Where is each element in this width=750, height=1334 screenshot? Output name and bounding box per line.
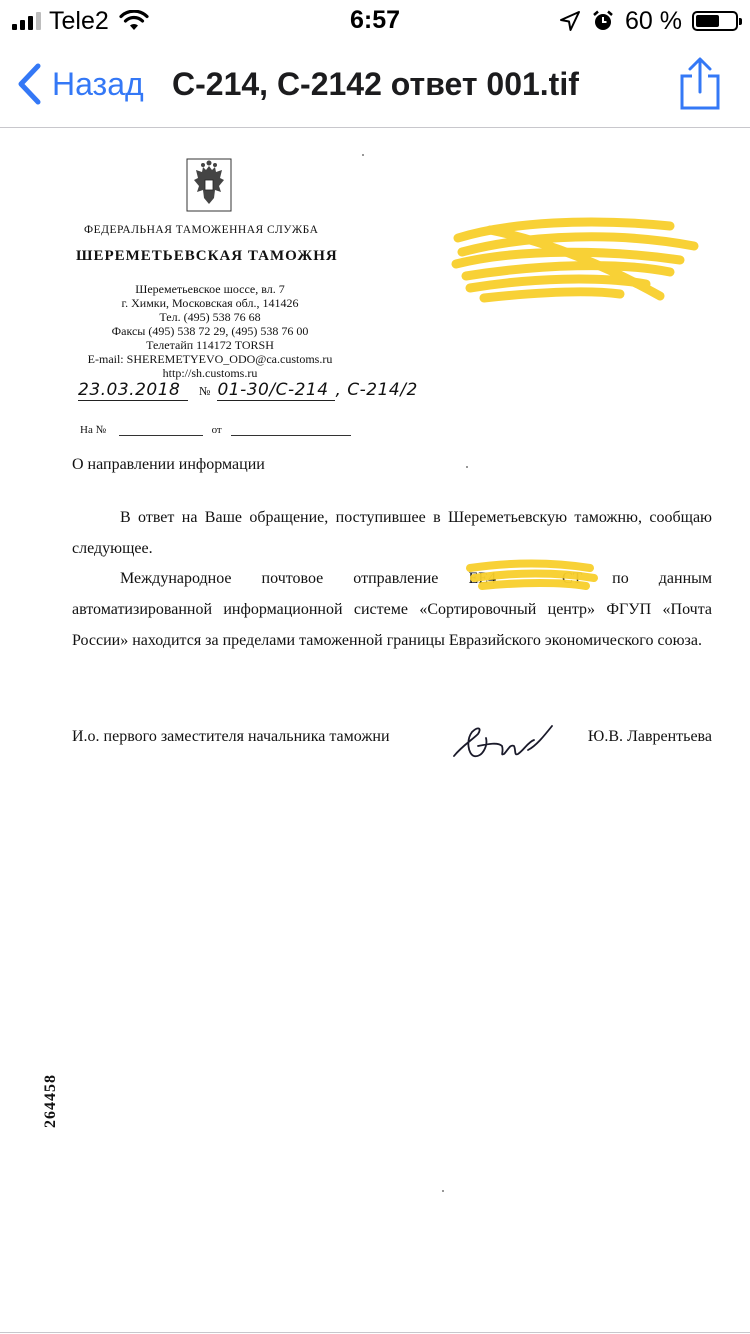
address-line: E-mail: SHEREMETYEVO_ODO@ca.customs.ru xyxy=(87,352,333,366)
share-icon[interactable] xyxy=(678,56,722,112)
battery-fill xyxy=(696,15,719,27)
bottom-divider xyxy=(0,1332,750,1333)
carrier-name: Tele2 xyxy=(49,6,109,35)
document-date-number xyxy=(78,380,418,401)
back-button[interactable] xyxy=(16,60,144,108)
scan-speck xyxy=(442,1190,444,1192)
subject-line: О направлении информации xyxy=(72,456,265,473)
signer-name: Ю.В. Лаврентьева xyxy=(587,728,712,745)
reference-line xyxy=(80,424,351,436)
na-label: На № xyxy=(80,424,107,436)
coat-of-arms-icon xyxy=(186,158,232,214)
paragraph xyxy=(72,563,712,656)
tracking-code: EE4 xyxy=(468,570,496,587)
back-label: Назад xyxy=(52,65,144,102)
alarm-icon xyxy=(591,9,615,33)
reference-number-blank xyxy=(119,435,203,436)
agency-name: ФЕДЕРАЛЬНАЯ ТАМОЖЕННАЯ СЛУЖБА xyxy=(84,224,319,236)
number-label: № xyxy=(199,384,211,398)
handwritten-signature xyxy=(448,716,558,768)
address-line: Факсы (495) 538 72 29, (495) 538 76 00 xyxy=(111,324,309,338)
paragraph-text: Международное почтовое отправление xyxy=(120,570,439,587)
paragraph-text: по данным автоматизированной информационной системе «Сортировочный центр» ФГУП «Почта России» находится за пределами таможенной границы Евразийского экономического союза. xyxy=(72,570,713,649)
office-name: ШЕРЕМЕТЬЕВСКАЯ ТАМОЖНЯ xyxy=(76,248,338,264)
document-page[interactable] xyxy=(0,128,750,1334)
document-number: 01-30/С-214 xyxy=(217,380,335,401)
address-line: Шереметьевское шоссе, вл. 7 xyxy=(135,282,285,296)
page-title: С-214, С-2142 ответ 001.tif xyxy=(172,66,579,102)
reference-date-blank xyxy=(231,435,351,436)
paragraph-text: В ответ на Ваше обращение, поступившее в Шереметьевскую таможню, сообщаю следующее. xyxy=(72,509,712,557)
address-line: http://sh.customs.ru xyxy=(162,366,258,380)
redaction-scribble xyxy=(462,558,602,592)
document-number-extra: , С-214/2 xyxy=(335,380,418,400)
paragraph xyxy=(72,502,712,564)
status-right xyxy=(559,6,738,36)
navigation-bar xyxy=(0,40,750,128)
address-line: Телетайп 114172 TORSH xyxy=(146,338,274,352)
tracking-code-end: CT xyxy=(561,570,583,587)
location-icon xyxy=(559,10,581,32)
battery-icon xyxy=(692,11,738,31)
signer-role: И.о. первого заместителя начальника таможни xyxy=(72,728,390,745)
scan-speck xyxy=(466,466,468,468)
redaction-scribble xyxy=(450,212,700,304)
chevron-left-icon xyxy=(16,63,42,105)
battery-percent: 60 % xyxy=(625,6,682,35)
address-line: Тел. (495) 538 76 68 xyxy=(159,310,261,324)
status-bar xyxy=(0,0,750,40)
address-block xyxy=(80,282,340,380)
side-registration-number: 264458 xyxy=(42,1074,59,1128)
scan-speck xyxy=(362,154,364,156)
document-date: 23.03.2018 xyxy=(78,380,188,401)
address-line: г. Химки, Московская обл., 141426 xyxy=(121,296,299,310)
ot-label: от xyxy=(211,424,222,436)
status-time: 6:57 xyxy=(349,6,401,34)
